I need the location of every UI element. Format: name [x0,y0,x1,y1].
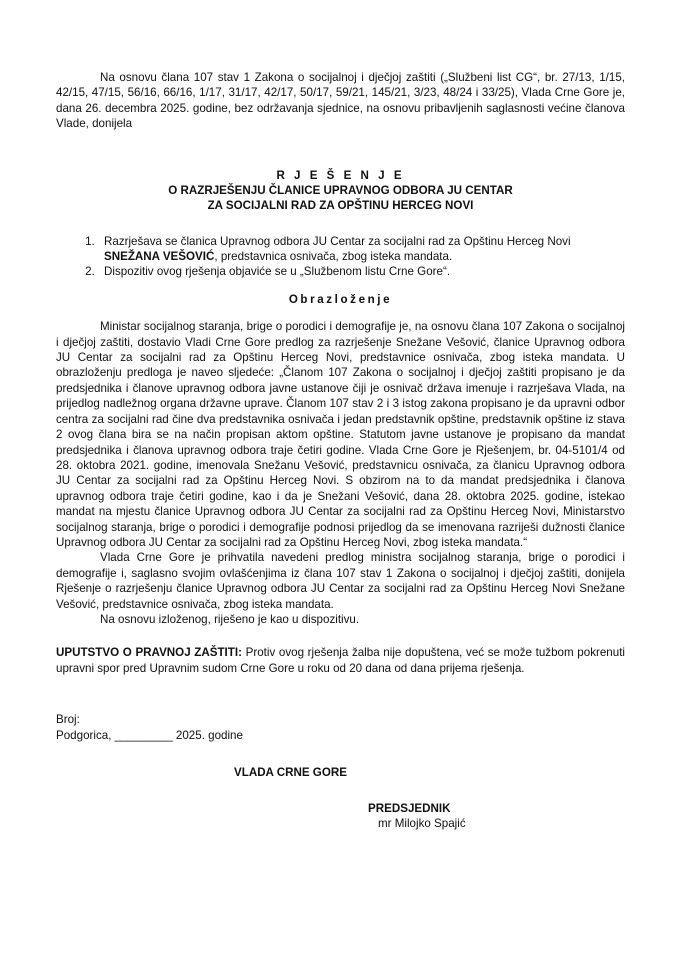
intro-paragraph: Na osnovu člana 107 stav 1 Zakona o socijalnoj i dječjoj zaštiti („Službeni list CG“, br. 27/13, 1/15, 42/15, 47/15, 56/16, 66/16, 1/17, 31/17, 42/17, 50/17, 59/21, 145/21, 3/23, 48/24 i 33/25), Vlada Crne Gore je, dana 26. decembra 2025. godine, bez održavanja sjednice, na osnovu pribavljenih saglasnosti većine članova Vlade, donijela [56,71,625,131]
document-title [56,168,625,213]
obrazlozenje-heading: Obrazloženje [288,292,393,306]
dismissed-member-name: SNEŽANA VEŠOVIĆ [104,250,215,264]
title-resenje: R J E Š E N J E [276,168,405,182]
dispositiv-item-2: 2. Dispozitiv ovog rješenja objaviće se u „Službenom listu Crne Gore“. [98,264,625,279]
place-and-date: Podgorica, _________ 2025. godine [56,728,243,742]
obrazlozenje-paragraph-2: Vlada Crne Gore je prihvatila navedeni predlog ministra socijalnog staranja, brige o porodici i demografije i, saglasno svojim ovlašćenjima iz člana 107 stav 1 Zakona o socijalnoj i dječjoj zaštiti, donijela Rješenje o razrješenju članice Upravnog odbora JU Centar za socijalni rad za Opštinu Herceg Novi Snežane Vešović, predstavnice osnivača, zbog isteka mandata. [56,551,625,611]
title-subject-line-2: ZA SOCIJALNI RAD ZA OPŠTINU HERCEG NOVI [207,198,474,212]
issuing-authority: VLADA CRNE GORE [234,766,347,779]
legal-remedy-label: UPUTSTVO O PRAVNOJ ZAŠTITI: [56,646,242,660]
reference-block [56,712,625,743]
obrazlozenje-body [56,319,625,627]
dispositiv-item-1-text: Razrješava se članica Upravnog odbora JU Centar za socijalni rad za Opštinu Herceg Novi [104,234,571,248]
obrazlozenje-paragraph-3: Na osnovu izloženog, riješeno je kao u dispozitivu. [100,612,360,626]
legal-remedy-instruction [56,645,625,676]
signatory-role: PREDSJEDNIK [368,802,451,816]
signature-block [368,801,625,831]
legal-remedy-text: Protiv ovog rješenja žalba nije dopuštena, već se može tužbom pokrenuti upravni spor pred Upravnim sudom Crne Gore u roku od 20 dana od dana prijema rješenja. [56,646,625,675]
dispositiv-list [56,234,625,280]
signatory-name: mr Milojko Spajić [378,817,466,831]
obrazlozenje-paragraph-1: Ministar socijalnog staranja, brige o porodici i demografije je, na osnovu člana 107 Zakona o socijalnoj i dječjoj zaštiti, dostavio Vladi Crne Gore predlog za razrješenje Snežane Vešović, članice Upravnog odbora JU Centar za socijalni rad za Opštinu Herceg Novi, predstavnice osnivača, zbog isteka mandata. U obrazloženju predloga je naveo sljedeće: „Članom 107 Zakona o socijalnoj i dječjoj zaštiti propisano je da predsjednika i članove upravnog odbora javne ustanove čiji je osnivač država imenuje i razrješava Vlada, na prijedlog nadležnog organa državne uprave. Članom 107 stav 2 i 3 istog zakona propisano je da upravni odbor centra za socijalni rad čine dva predstavnika osnivača i jedan predstavnik opštine, predstavnik opštine iz stava 2 ovog člana bira se na način propisan aktom opštine. Statutom javne ustanove je propisano da mandat predsjednika i članova upravnog odbora traje četiri godine. Vlada Crne Gore je Rješenjem, br. 04-5101/4 od 28. oktobra 2021. godine, imenovala Snežanu Vešović, predstavnicu osnivača, za članicu Upravnog odbora JU Centar za socijalni rad za Opštinu Herceg Novi. S obzirom na to da mandat predsjednika i članova upravnog odbora traje četiri godine, kao i da je Snežani Vešović, dana 28. oktobra 2025. godine, istekao mandat na mjestu članice Upravnog odbora JU Centar za socijalni rad za Opštinu Herceg Novi, Ministarstvo socijalnog staranja, brige o porodici i demografije podnosi prijedlog da se imenovana razriješi dužnosti članice Upravnog odbora JU Centar za socijalni rad za Opštinu Herceg Novi, zbog isteka mandata.“ [56,320,625,549]
reference-number-label: Broj: [56,713,80,727]
dispositiv-item-1-text-end: , predstavnica osnivača, zbog isteka mandata. [214,250,453,264]
document-page [56,70,625,831]
title-subject-line-1: O RAZRJEŠENJU ČLANICE UPRAVNOG ODBORA JU CENTAR [168,183,513,197]
dispositiv-item-1 [98,234,625,265]
